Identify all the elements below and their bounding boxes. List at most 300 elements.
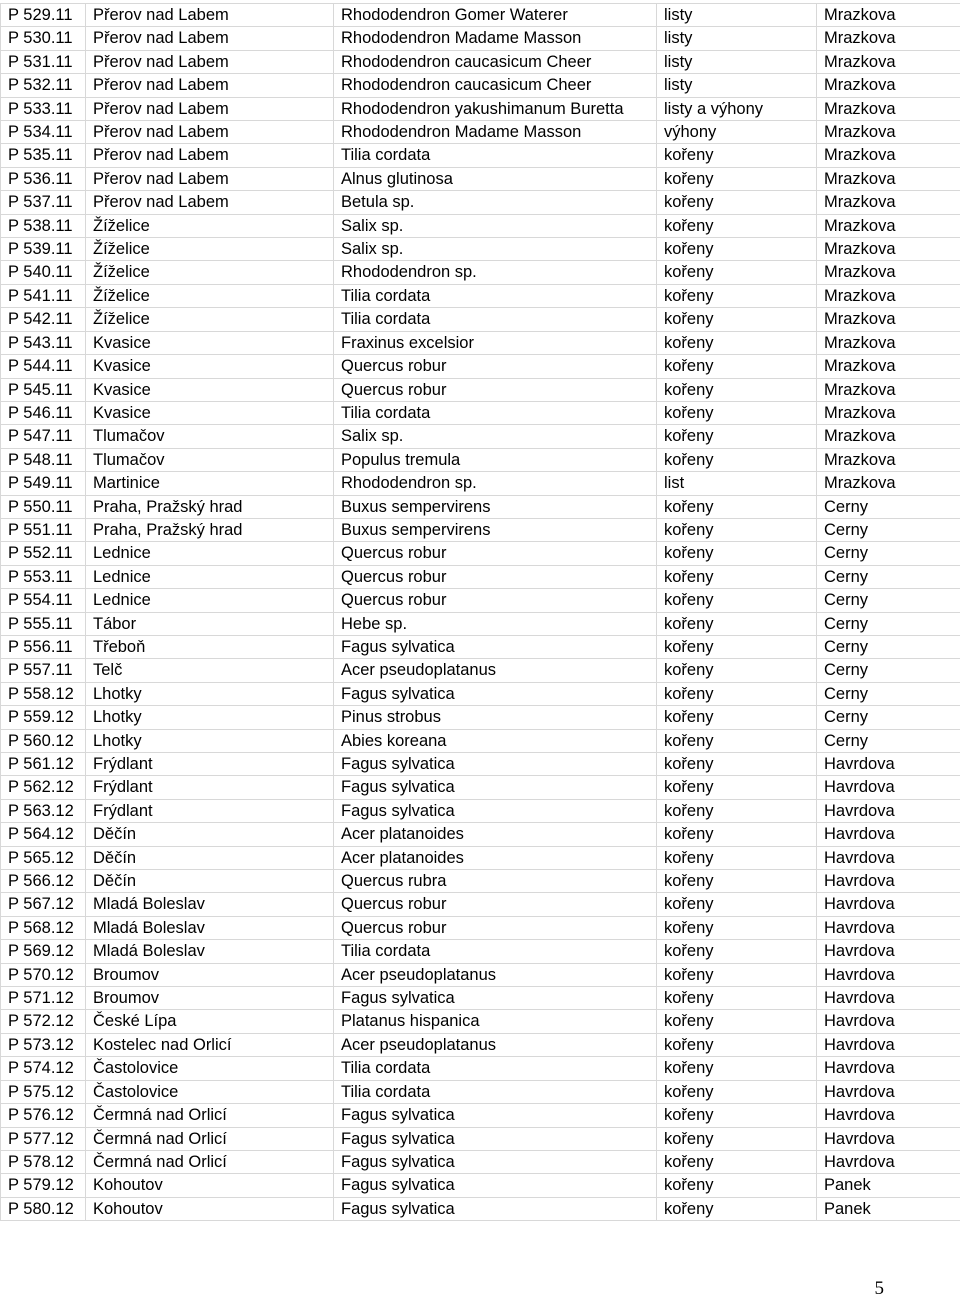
location-cell: Mladá Boleslav (86, 893, 334, 916)
material-cell: kořeny (657, 635, 817, 658)
species-cell: Rhododendron yakushimanum Buretta (334, 97, 657, 120)
species-cell: Tilia cordata (334, 1080, 657, 1103)
species-cell: Buxus sempervirens (334, 495, 657, 518)
location-cell: Broumov (86, 963, 334, 986)
table-row (1, 893, 960, 916)
material-cell: kořeny (657, 238, 817, 261)
collector-cell: Havrdova (817, 753, 960, 776)
sample-code-cell: P 551.11 (1, 518, 86, 541)
collector-cell: Cerny (817, 682, 960, 705)
sample-code-cell: P 552.11 (1, 542, 86, 565)
collector-cell: Havrdova (817, 846, 960, 869)
location-cell: Přerov nad Labem (86, 121, 334, 144)
collector-cell: Havrdova (817, 893, 960, 916)
species-cell: Tilia cordata (334, 1057, 657, 1080)
collector-cell: Cerny (817, 565, 960, 588)
table-row (1, 121, 960, 144)
sample-code-cell: P 576.12 (1, 1104, 86, 1127)
species-cell: Quercus robur (334, 355, 657, 378)
material-cell: kořeny (657, 425, 817, 448)
location-cell: Praha, Pražský hrad (86, 495, 334, 518)
species-cell: Buxus sempervirens (334, 518, 657, 541)
table-row (1, 987, 960, 1010)
table-row (1, 378, 960, 401)
table-row (1, 472, 960, 495)
material-cell: kořeny (657, 448, 817, 471)
collector-cell: Mrazkova (817, 121, 960, 144)
material-cell: kořeny (657, 1080, 817, 1103)
location-cell: Praha, Pražský hrad (86, 518, 334, 541)
table-row (1, 401, 960, 424)
location-cell: Přerov nad Labem (86, 27, 334, 50)
location-cell: Třeboň (86, 635, 334, 658)
material-cell: kořeny (657, 729, 817, 752)
table-row (1, 542, 960, 565)
sample-code-cell: P 577.12 (1, 1127, 86, 1150)
location-cell: Frýdlant (86, 776, 334, 799)
table-row (1, 635, 960, 658)
material-cell: kořeny (657, 331, 817, 354)
sample-code-cell: P 549.11 (1, 472, 86, 495)
location-cell: Mladá Boleslav (86, 940, 334, 963)
material-cell: kořeny (657, 963, 817, 986)
species-cell: Fagus sylvatica (334, 799, 657, 822)
records-table (0, 3, 960, 1221)
material-cell: list (657, 472, 817, 495)
table-row (1, 355, 960, 378)
table-row (1, 144, 960, 167)
species-cell: Rhododendron sp. (334, 261, 657, 284)
species-cell: Acer pseudoplatanus (334, 1033, 657, 1056)
species-cell: Quercus robur (334, 589, 657, 612)
collector-cell: Mrazkova (817, 50, 960, 73)
table-row (1, 74, 960, 97)
collector-cell: Mrazkova (817, 472, 960, 495)
location-cell: Broumov (86, 987, 334, 1010)
material-cell: kořeny (657, 823, 817, 846)
table-row (1, 753, 960, 776)
table-row (1, 823, 960, 846)
species-cell: Tilia cordata (334, 308, 657, 331)
table-row (1, 799, 960, 822)
material-cell: kořeny (657, 1197, 817, 1220)
table-row (1, 4, 960, 27)
table-row (1, 191, 960, 214)
sample-code-cell: P 537.11 (1, 191, 86, 214)
table-row (1, 261, 960, 284)
location-cell: Častolovice (86, 1080, 334, 1103)
location-cell: Lhotky (86, 729, 334, 752)
species-cell: Tilia cordata (334, 144, 657, 167)
table-row (1, 331, 960, 354)
sample-code-cell: P 529.11 (1, 4, 86, 27)
location-cell: Děčín (86, 823, 334, 846)
location-cell: Přerov nad Labem (86, 50, 334, 73)
location-cell: Lednice (86, 542, 334, 565)
table-row (1, 1174, 960, 1197)
location-cell: Žíželice (86, 261, 334, 284)
species-cell: Betula sp. (334, 191, 657, 214)
location-cell: Přerov nad Labem (86, 4, 334, 27)
collector-cell: Mrazkova (817, 448, 960, 471)
material-cell: kořeny (657, 1033, 817, 1056)
sample-code-cell: P 554.11 (1, 589, 86, 612)
species-cell: Fagus sylvatica (334, 682, 657, 705)
material-cell: kořeny (657, 1010, 817, 1033)
table-row (1, 706, 960, 729)
material-cell: kořeny (657, 308, 817, 331)
table-row (1, 167, 960, 190)
sample-code-cell: P 570.12 (1, 963, 86, 986)
material-cell: kořeny (657, 401, 817, 424)
collector-cell: Cerny (817, 495, 960, 518)
collector-cell: Cerny (817, 612, 960, 635)
material-cell: kořeny (657, 1127, 817, 1150)
collector-cell: Mrazkova (817, 144, 960, 167)
collector-cell: Havrdova (817, 1104, 960, 1127)
sample-code-cell: P 540.11 (1, 261, 86, 284)
material-cell: kořeny (657, 682, 817, 705)
location-cell: Častolovice (86, 1057, 334, 1080)
table-row (1, 495, 960, 518)
collector-cell: Mrazkova (817, 238, 960, 261)
material-cell: kořeny (657, 940, 817, 963)
sample-code-cell: P 564.12 (1, 823, 86, 846)
location-cell: Telč (86, 659, 334, 682)
location-cell: Kostelec nad Orlicí (86, 1033, 334, 1056)
species-cell: Acer pseudoplatanus (334, 659, 657, 682)
collector-cell: Havrdova (817, 1010, 960, 1033)
location-cell: Tlumačov (86, 448, 334, 471)
material-cell: kořeny (657, 518, 817, 541)
species-cell: Platanus hispanica (334, 1010, 657, 1033)
sample-code-cell: P 579.12 (1, 1174, 86, 1197)
material-cell: kořeny (657, 870, 817, 893)
collector-cell: Cerny (817, 706, 960, 729)
material-cell: kořeny (657, 893, 817, 916)
sample-code-cell: P 555.11 (1, 612, 86, 635)
species-cell: Acer platanoides (334, 846, 657, 869)
species-cell: Quercus robur (334, 542, 657, 565)
collector-cell: Havrdova (817, 963, 960, 986)
species-cell: Fagus sylvatica (334, 753, 657, 776)
material-cell: listy a výhony (657, 97, 817, 120)
table-row (1, 1150, 960, 1173)
collector-cell: Mrazkova (817, 378, 960, 401)
location-cell: Kohoutov (86, 1197, 334, 1220)
species-cell: Alnus glutinosa (334, 167, 657, 190)
collector-cell: Cerny (817, 542, 960, 565)
sample-code-cell: P 572.12 (1, 1010, 86, 1033)
page-number: 5 (875, 1278, 885, 1300)
sample-code-cell: P 559.12 (1, 706, 86, 729)
table-row (1, 682, 960, 705)
material-cell: kořeny (657, 1104, 817, 1127)
species-cell: Fagus sylvatica (334, 1150, 657, 1173)
table-row (1, 238, 960, 261)
location-cell: Lednice (86, 565, 334, 588)
sample-code-cell: P 578.12 (1, 1150, 86, 1173)
collector-cell: Mrazkova (817, 401, 960, 424)
records-table-body (1, 4, 960, 1221)
species-cell: Rhododendron sp. (334, 472, 657, 495)
table-row (1, 916, 960, 939)
location-cell: Děčín (86, 846, 334, 869)
material-cell: listy (657, 50, 817, 73)
sample-code-cell: P 557.11 (1, 659, 86, 682)
table-row (1, 589, 960, 612)
table-row (1, 659, 960, 682)
collector-cell: Mrazkova (817, 191, 960, 214)
species-cell: Fraxinus excelsior (334, 331, 657, 354)
location-cell: Žíželice (86, 238, 334, 261)
species-cell: Populus tremula (334, 448, 657, 471)
collector-cell: Mrazkova (817, 4, 960, 27)
location-cell: Žíželice (86, 214, 334, 237)
material-cell: kořeny (657, 167, 817, 190)
species-cell: Quercus robur (334, 893, 657, 916)
collector-cell: Cerny (817, 518, 960, 541)
sample-code-cell: P 556.11 (1, 635, 86, 658)
location-cell: Přerov nad Labem (86, 74, 334, 97)
location-cell: Čermná nad Orlicí (86, 1104, 334, 1127)
material-cell: kořeny (657, 1057, 817, 1080)
sample-code-cell: P 536.11 (1, 167, 86, 190)
collector-cell: Mrazkova (817, 355, 960, 378)
sample-code-cell: P 571.12 (1, 987, 86, 1010)
table-row (1, 963, 960, 986)
species-cell: Tilia cordata (334, 401, 657, 424)
collector-cell: Mrazkova (817, 27, 960, 50)
species-cell: Quercus robur (334, 916, 657, 939)
material-cell: kořeny (657, 495, 817, 518)
species-cell: Fagus sylvatica (334, 1197, 657, 1220)
material-cell: kořeny (657, 706, 817, 729)
collector-cell: Havrdova (817, 776, 960, 799)
table-row (1, 612, 960, 635)
table-row (1, 846, 960, 869)
sample-code-cell: P 562.12 (1, 776, 86, 799)
collector-cell: Cerny (817, 635, 960, 658)
material-cell: listy (657, 4, 817, 27)
sample-code-cell: P 532.11 (1, 74, 86, 97)
sample-code-cell: P 546.11 (1, 401, 86, 424)
collector-cell: Havrdova (817, 1150, 960, 1173)
collector-cell: Havrdova (817, 940, 960, 963)
collector-cell: Havrdova (817, 1057, 960, 1080)
species-cell: Fagus sylvatica (334, 1104, 657, 1127)
table-row (1, 1010, 960, 1033)
material-cell: kořeny (657, 612, 817, 635)
table-row (1, 870, 960, 893)
sample-code-cell: P 574.12 (1, 1057, 86, 1080)
species-cell: Rhododendron Madame Masson (334, 121, 657, 144)
material-cell: kořeny (657, 565, 817, 588)
location-cell: Martinice (86, 472, 334, 495)
material-cell: kořeny (657, 846, 817, 869)
sample-code-cell: P 558.12 (1, 682, 86, 705)
collector-cell: Mrazkova (817, 261, 960, 284)
table-row (1, 729, 960, 752)
collector-cell: Havrdova (817, 1080, 960, 1103)
material-cell: kořeny (657, 214, 817, 237)
species-cell: Fagus sylvatica (334, 987, 657, 1010)
table-row (1, 1127, 960, 1150)
collector-cell: Cerny (817, 729, 960, 752)
material-cell: kořeny (657, 378, 817, 401)
collector-cell: Havrdova (817, 870, 960, 893)
location-cell: Žíželice (86, 308, 334, 331)
sample-code-cell: P 550.11 (1, 495, 86, 518)
material-cell: kořeny (657, 261, 817, 284)
table-row (1, 1080, 960, 1103)
sample-code-cell: P 531.11 (1, 50, 86, 73)
material-cell: kořeny (657, 191, 817, 214)
species-cell: Rhododendron Gomer Waterer (334, 4, 657, 27)
table-row (1, 214, 960, 237)
sample-code-cell: P 548.11 (1, 448, 86, 471)
location-cell: Děčín (86, 870, 334, 893)
species-cell: Quercus robur (334, 378, 657, 401)
location-cell: Mladá Boleslav (86, 916, 334, 939)
location-cell: Čermná nad Orlicí (86, 1127, 334, 1150)
sample-code-cell: P 545.11 (1, 378, 86, 401)
collector-cell: Havrdova (817, 987, 960, 1010)
table-row (1, 776, 960, 799)
sample-code-cell: P 544.11 (1, 355, 86, 378)
species-cell: Fagus sylvatica (334, 776, 657, 799)
location-cell: Frýdlant (86, 799, 334, 822)
species-cell: Quercus rubra (334, 870, 657, 893)
sample-code-cell: P 565.12 (1, 846, 86, 869)
material-cell: kořeny (657, 589, 817, 612)
species-cell: Rhododendron Madame Masson (334, 27, 657, 50)
collector-cell: Mrazkova (817, 97, 960, 120)
material-cell: výhony (657, 121, 817, 144)
table-row (1, 1057, 960, 1080)
sample-code-cell: P 539.11 (1, 238, 86, 261)
material-cell: kořeny (657, 355, 817, 378)
table-row (1, 1104, 960, 1127)
table-row (1, 308, 960, 331)
species-cell: Salix sp. (334, 238, 657, 261)
location-cell: České Lípa (86, 1010, 334, 1033)
species-cell: Salix sp. (334, 425, 657, 448)
table-row (1, 1033, 960, 1056)
species-cell: Salix sp. (334, 214, 657, 237)
species-cell: Fagus sylvatica (334, 635, 657, 658)
material-cell: kořeny (657, 753, 817, 776)
sample-code-cell: P 567.12 (1, 893, 86, 916)
sample-code-cell: P 535.11 (1, 144, 86, 167)
location-cell: Tlumačov (86, 425, 334, 448)
sample-code-cell: P 561.12 (1, 753, 86, 776)
species-cell: Hebe sp. (334, 612, 657, 635)
table-row (1, 27, 960, 50)
table-row (1, 425, 960, 448)
species-cell: Pinus strobus (334, 706, 657, 729)
sample-code-cell: P 568.12 (1, 916, 86, 939)
collector-cell: Mrazkova (817, 284, 960, 307)
location-cell: Žíželice (86, 284, 334, 307)
location-cell: Přerov nad Labem (86, 191, 334, 214)
species-cell: Abies koreana (334, 729, 657, 752)
sample-code-cell: P 543.11 (1, 331, 86, 354)
material-cell: kořeny (657, 916, 817, 939)
collector-cell: Cerny (817, 659, 960, 682)
species-cell: Rhododendron caucasicum Cheer (334, 74, 657, 97)
material-cell: kořeny (657, 542, 817, 565)
sample-code-cell: P 580.12 (1, 1197, 86, 1220)
sample-code-cell: P 534.11 (1, 121, 86, 144)
location-cell: Kvasice (86, 331, 334, 354)
species-cell: Rhododendron caucasicum Cheer (334, 50, 657, 73)
location-cell: Lednice (86, 589, 334, 612)
species-cell: Tilia cordata (334, 940, 657, 963)
material-cell: listy (657, 27, 817, 50)
table-row (1, 1197, 960, 1220)
species-cell: Quercus robur (334, 565, 657, 588)
location-cell: Kohoutov (86, 1174, 334, 1197)
species-cell: Acer pseudoplatanus (334, 963, 657, 986)
location-cell: Frýdlant (86, 753, 334, 776)
sample-code-cell: P 538.11 (1, 214, 86, 237)
location-cell: Přerov nad Labem (86, 144, 334, 167)
location-cell: Přerov nad Labem (86, 167, 334, 190)
material-cell: kořeny (657, 1174, 817, 1197)
material-cell: kořeny (657, 144, 817, 167)
table-row (1, 97, 960, 120)
sample-code-cell: P 553.11 (1, 565, 86, 588)
collector-cell: Mrazkova (817, 331, 960, 354)
collector-cell: Havrdova (817, 1033, 960, 1056)
table-row (1, 448, 960, 471)
table-row (1, 940, 960, 963)
sample-code-cell: P 533.11 (1, 97, 86, 120)
location-cell: Kvasice (86, 401, 334, 424)
table-row (1, 518, 960, 541)
species-cell: Fagus sylvatica (334, 1127, 657, 1150)
species-cell: Fagus sylvatica (334, 1174, 657, 1197)
collector-cell: Havrdova (817, 823, 960, 846)
table-row (1, 284, 960, 307)
collector-cell: Havrdova (817, 799, 960, 822)
sample-code-cell: P 569.12 (1, 940, 86, 963)
sample-code-cell: P 573.12 (1, 1033, 86, 1056)
location-cell: Přerov nad Labem (86, 97, 334, 120)
sample-code-cell: P 575.12 (1, 1080, 86, 1103)
location-cell: Kvasice (86, 378, 334, 401)
location-cell: Kvasice (86, 355, 334, 378)
collector-cell: Mrazkova (817, 74, 960, 97)
sample-code-cell: P 542.11 (1, 308, 86, 331)
collector-cell: Mrazkova (817, 425, 960, 448)
collector-cell: Havrdova (817, 916, 960, 939)
table-row (1, 565, 960, 588)
sample-code-cell: P 566.12 (1, 870, 86, 893)
collector-cell: Panek (817, 1174, 960, 1197)
material-cell: kořeny (657, 799, 817, 822)
species-cell: Tilia cordata (334, 284, 657, 307)
table-row (1, 50, 960, 73)
sample-code-cell: P 563.12 (1, 799, 86, 822)
collector-cell: Mrazkova (817, 214, 960, 237)
sample-code-cell: P 541.11 (1, 284, 86, 307)
collector-cell: Panek (817, 1197, 960, 1220)
material-cell: kořeny (657, 987, 817, 1010)
material-cell: kořeny (657, 1150, 817, 1173)
sample-code-cell: P 530.11 (1, 27, 86, 50)
